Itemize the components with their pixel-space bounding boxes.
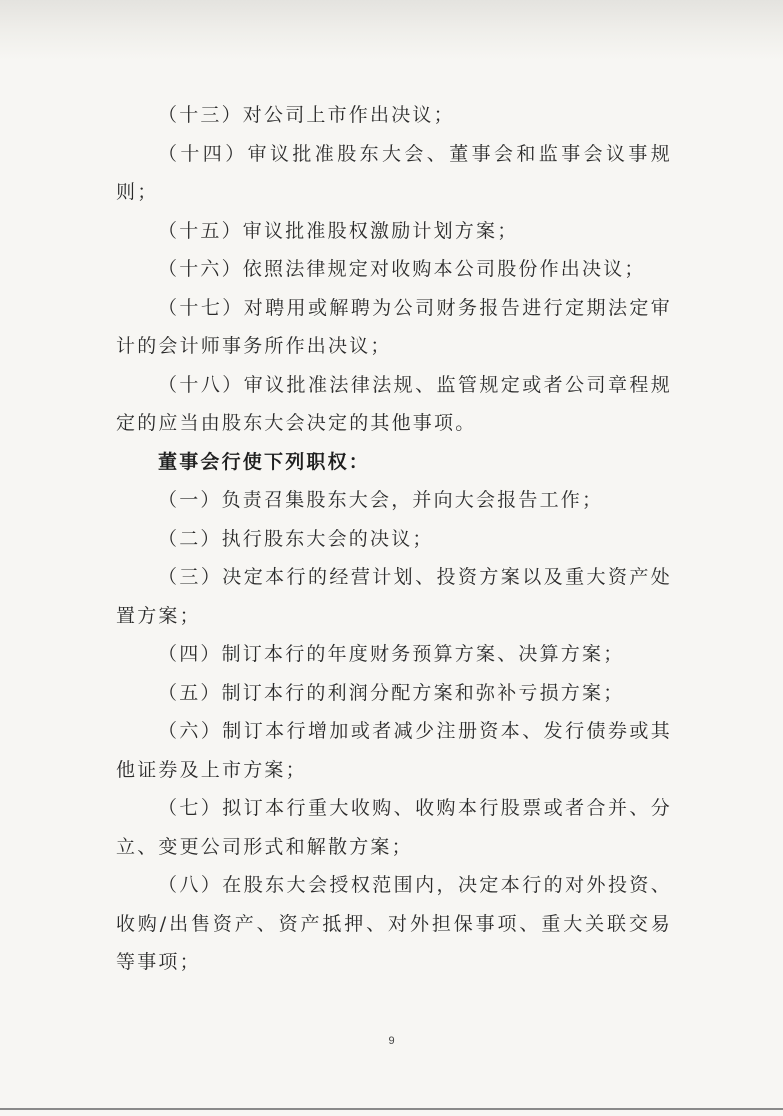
board-power-5: （五）制订本行的利润分配方案和弥补亏损方案； <box>158 681 625 704</box>
board-power-7: （七）拟订本行重大收购、收购本行股票或者合并、分立、变更公司形式和解散方案； <box>116 797 672 858</box>
document-body <box>116 96 672 982</box>
scan-top-shading <box>0 0 783 60</box>
board-power-4: （四）制订本行的年度财务预算方案、决算方案； <box>158 643 625 665</box>
clause-16: （十六）依照法律规定对收购本公司股份作出决议； <box>158 258 646 280</box>
clause-15: （十五）审议批准股权激励计划方案； <box>158 219 519 242</box>
board-power-6: （六）制订本行增加或者减少注册资本、发行债券或其他证券及上市方案； <box>116 720 672 781</box>
board-power-3: （三）决定本行的经营计划、投资方案以及重大资产处置方案； <box>116 566 672 627</box>
scan-bottom-edge <box>0 1108 783 1110</box>
board-power-2: （二）执行股东大会的决议； <box>158 527 434 550</box>
board-power-8: （八）在股东大会授权范围内，决定本行的对外投资、收购/出售资产、资产抵押、对外担保事项、重大关联交易等事项； <box>116 874 672 973</box>
clause-17: （十七）对聘用或解聘为公司财务报告进行定期法定审计的会计师事务所作出决议； <box>116 296 672 357</box>
board-power-1: （一）负责召集股东大会，并向大会报告工作； <box>158 489 604 511</box>
clause-14: （十四）审议批准股东大会、董事会和监事会议事规则； <box>116 142 672 203</box>
clause-18: （十八）审议批准法律法规、监管规定或者公司章程规定的应当由股东大会决定的其他事项。 <box>116 373 672 434</box>
page-number: 9 <box>388 1035 395 1047</box>
clause-13: （十三）对公司上市作出决议； <box>158 104 455 126</box>
board-powers-heading: 董事会行使下列职权： <box>158 450 371 473</box>
